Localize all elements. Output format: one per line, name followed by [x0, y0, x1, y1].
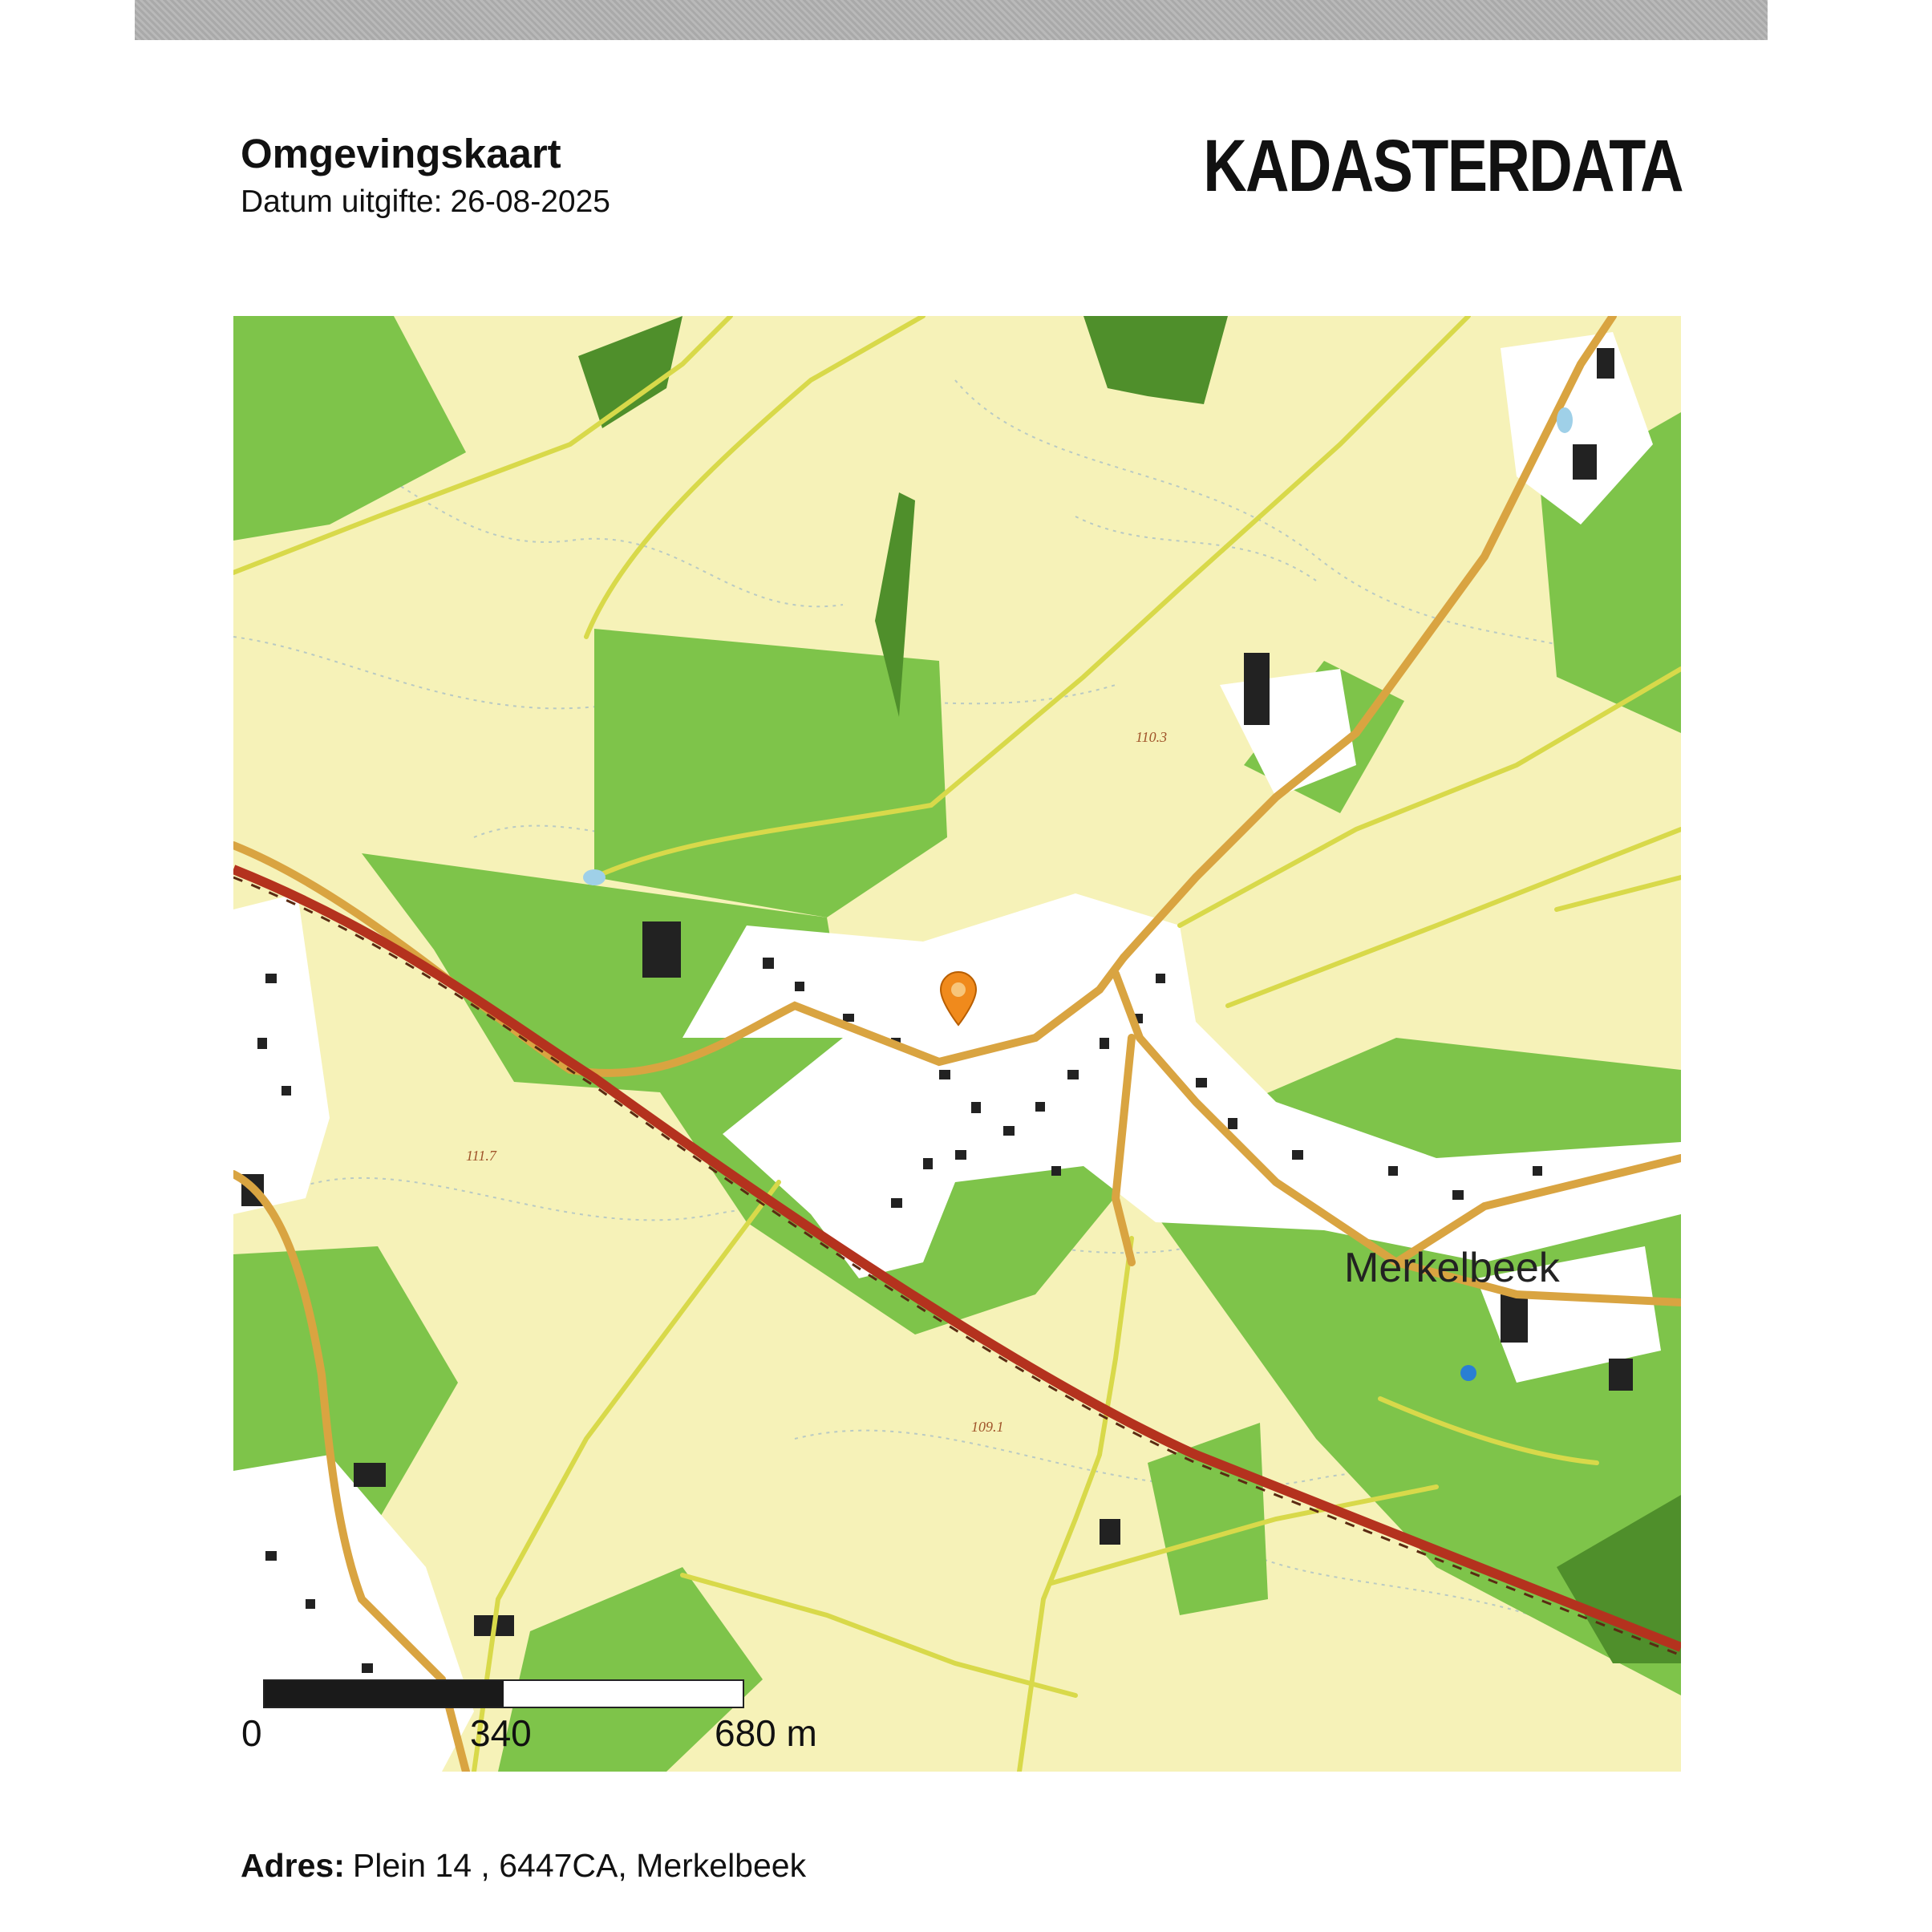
scale-label-mid: 340 [470, 1712, 532, 1754]
scale-bar-segment [265, 1681, 504, 1707]
address-label: Adres: [241, 1847, 345, 1884]
spot-height-label: 111.7 [466, 1148, 496, 1164]
brand-logo: KADASTERDATA [1203, 125, 1683, 207]
place-label: Merkelbeek [1344, 1245, 1560, 1291]
scale-bar [263, 1679, 744, 1708]
issue-date [241, 184, 610, 220]
map[interactable] [233, 316, 1681, 1772]
scale-label-end: 680 m [715, 1712, 817, 1754]
spot-height-label: 109.1 [971, 1419, 1004, 1435]
scale-label-start: 0 [241, 1712, 262, 1754]
document-title: Omgevingskaart [241, 131, 561, 176]
spot-height-label: 110.3 [1136, 729, 1168, 745]
address [241, 1847, 806, 1885]
location-pin-icon[interactable] [938, 970, 979, 1027]
map-canvas [233, 316, 1681, 1772]
issue-date-label: Datum uitgifte: [241, 184, 443, 219]
header-bar [135, 0, 1768, 40]
issue-date-value: 26-08-2025 [450, 184, 610, 219]
address-value: Plein 14 , 6447CA, Merkelbeek [352, 1847, 807, 1884]
